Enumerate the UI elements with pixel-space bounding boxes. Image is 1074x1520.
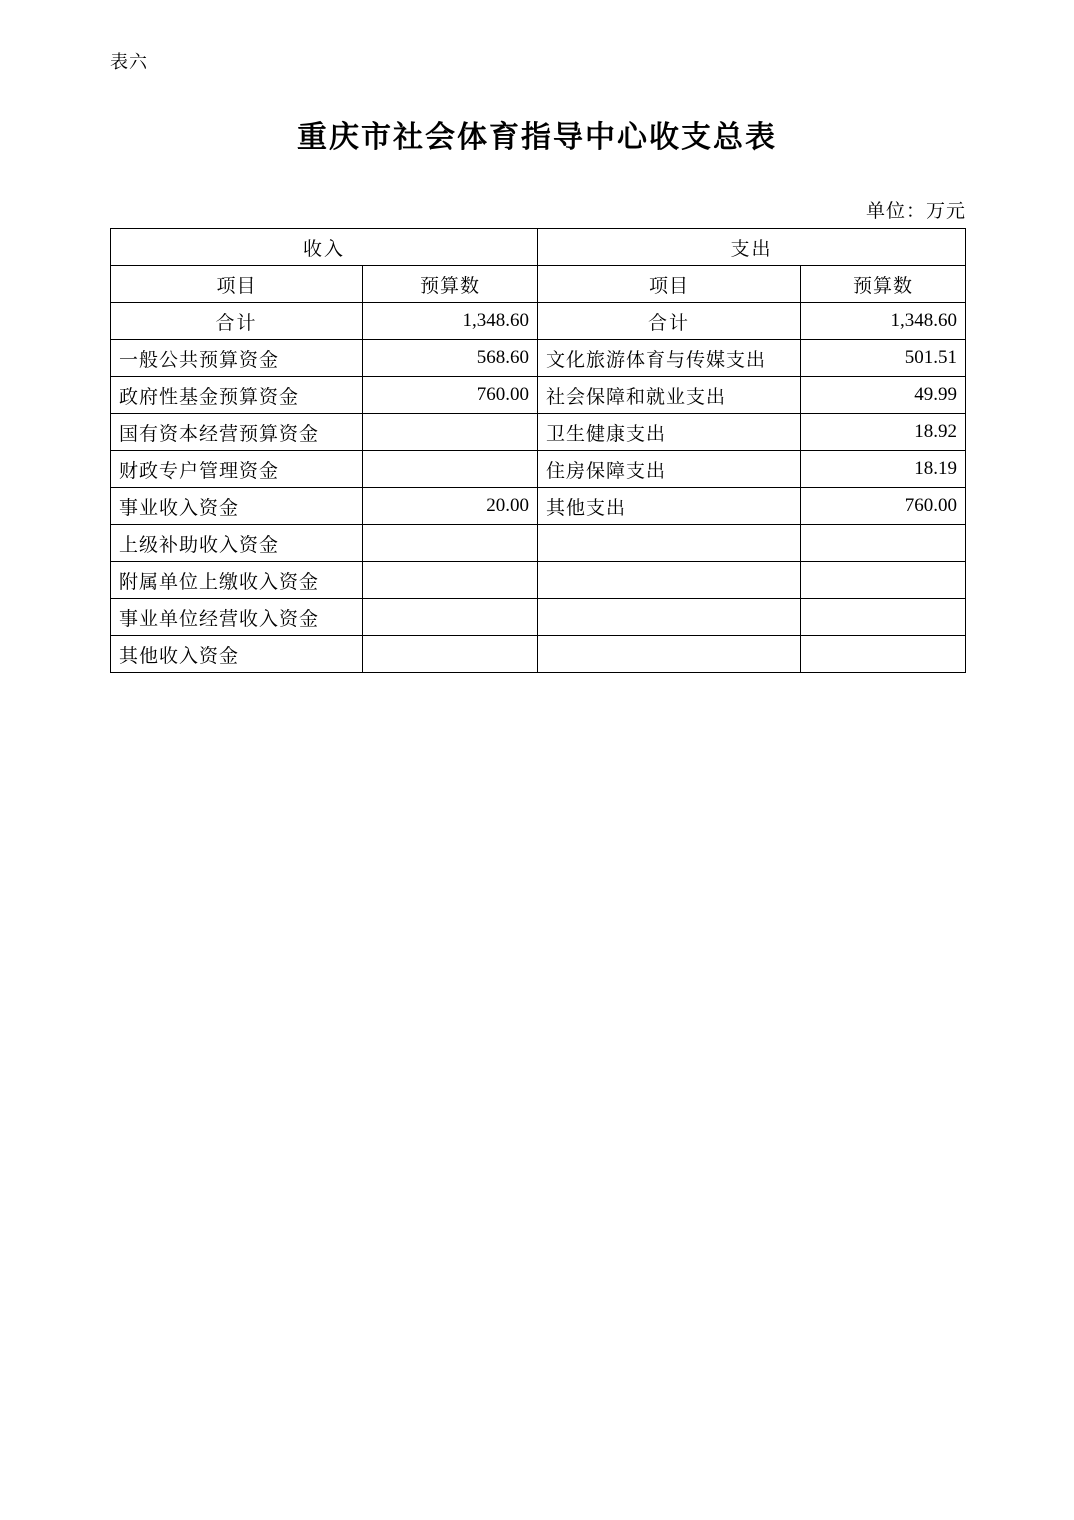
income-item-value: 760.00 xyxy=(363,377,538,414)
income-item-label: 政府性基金预算资金 xyxy=(111,377,363,414)
column-header-income-budget: 预算数 xyxy=(363,266,538,303)
income-item-value xyxy=(363,599,538,636)
table-group-header-row xyxy=(111,229,966,266)
total-label-expenditure: 合计 xyxy=(538,303,801,340)
expenditure-item-value: 760.00 xyxy=(801,488,966,525)
table-total-row xyxy=(111,303,966,340)
total-value-income: 1,348.60 xyxy=(363,303,538,340)
group-header-expenditure: 支出 xyxy=(538,229,966,266)
expenditure-item-label xyxy=(538,636,801,673)
table-row xyxy=(111,488,966,525)
group-header-income: 收入 xyxy=(111,229,538,266)
expenditure-item-label: 住房保障支出 xyxy=(538,451,801,488)
income-item-label: 财政专户管理资金 xyxy=(111,451,363,488)
income-item-label: 事业单位经营收入资金 xyxy=(111,599,363,636)
expenditure-item-label: 其他支出 xyxy=(538,488,801,525)
income-item-label: 上级补助收入资金 xyxy=(111,525,363,562)
expenditure-item-label xyxy=(538,525,801,562)
income-item-label: 事业收入资金 xyxy=(111,488,363,525)
income-item-label: 其他收入资金 xyxy=(111,636,363,673)
expenditure-item-value: 18.92 xyxy=(801,414,966,451)
income-item-value xyxy=(363,636,538,673)
expenditure-item-label xyxy=(538,599,801,636)
budget-table xyxy=(110,228,966,673)
table-row xyxy=(111,525,966,562)
expenditure-item-value xyxy=(801,525,966,562)
expenditure-item-value: 501.51 xyxy=(801,340,966,377)
expenditure-item-label: 文化旅游体育与传媒支出 xyxy=(538,340,801,377)
expenditure-item-value: 18.19 xyxy=(801,451,966,488)
sheet-label: 表六 xyxy=(110,52,148,72)
income-item-value: 568.60 xyxy=(363,340,538,377)
income-item-label: 一般公共预算资金 xyxy=(111,340,363,377)
column-header-income-item: 项目 xyxy=(111,266,363,303)
table-row xyxy=(111,340,966,377)
unit-note: 单位：万元 xyxy=(865,201,966,222)
total-value-expenditure: 1,348.60 xyxy=(801,303,966,340)
total-label-income: 合计 xyxy=(111,303,363,340)
expenditure-item-value xyxy=(801,599,966,636)
income-item-value xyxy=(363,525,538,562)
expenditure-item-label: 社会保障和就业支出 xyxy=(538,377,801,414)
expenditure-item-value xyxy=(801,562,966,599)
expenditure-item-label xyxy=(538,562,801,599)
income-item-label: 附属单位上缴收入资金 xyxy=(111,562,363,599)
expenditure-item-value xyxy=(801,636,966,673)
column-header-expenditure-budget: 预算数 xyxy=(801,266,966,303)
income-item-label: 国有资本经营预算资金 xyxy=(111,414,363,451)
table-column-header-row xyxy=(111,266,966,303)
table-row xyxy=(111,451,966,488)
expenditure-item-label: 卫生健康支出 xyxy=(538,414,801,451)
income-item-value xyxy=(363,451,538,488)
column-header-expenditure-item: 项目 xyxy=(538,266,801,303)
table-row xyxy=(111,636,966,673)
table-row xyxy=(111,562,966,599)
income-item-value: 20.00 xyxy=(363,488,538,525)
income-item-value xyxy=(363,562,538,599)
table-row xyxy=(111,414,966,451)
expenditure-item-value: 49.99 xyxy=(801,377,966,414)
income-item-value xyxy=(363,414,538,451)
table-row xyxy=(111,377,966,414)
table-row xyxy=(111,599,966,636)
page-title: 重庆市社会体育指导中心收支总表 xyxy=(297,121,777,154)
